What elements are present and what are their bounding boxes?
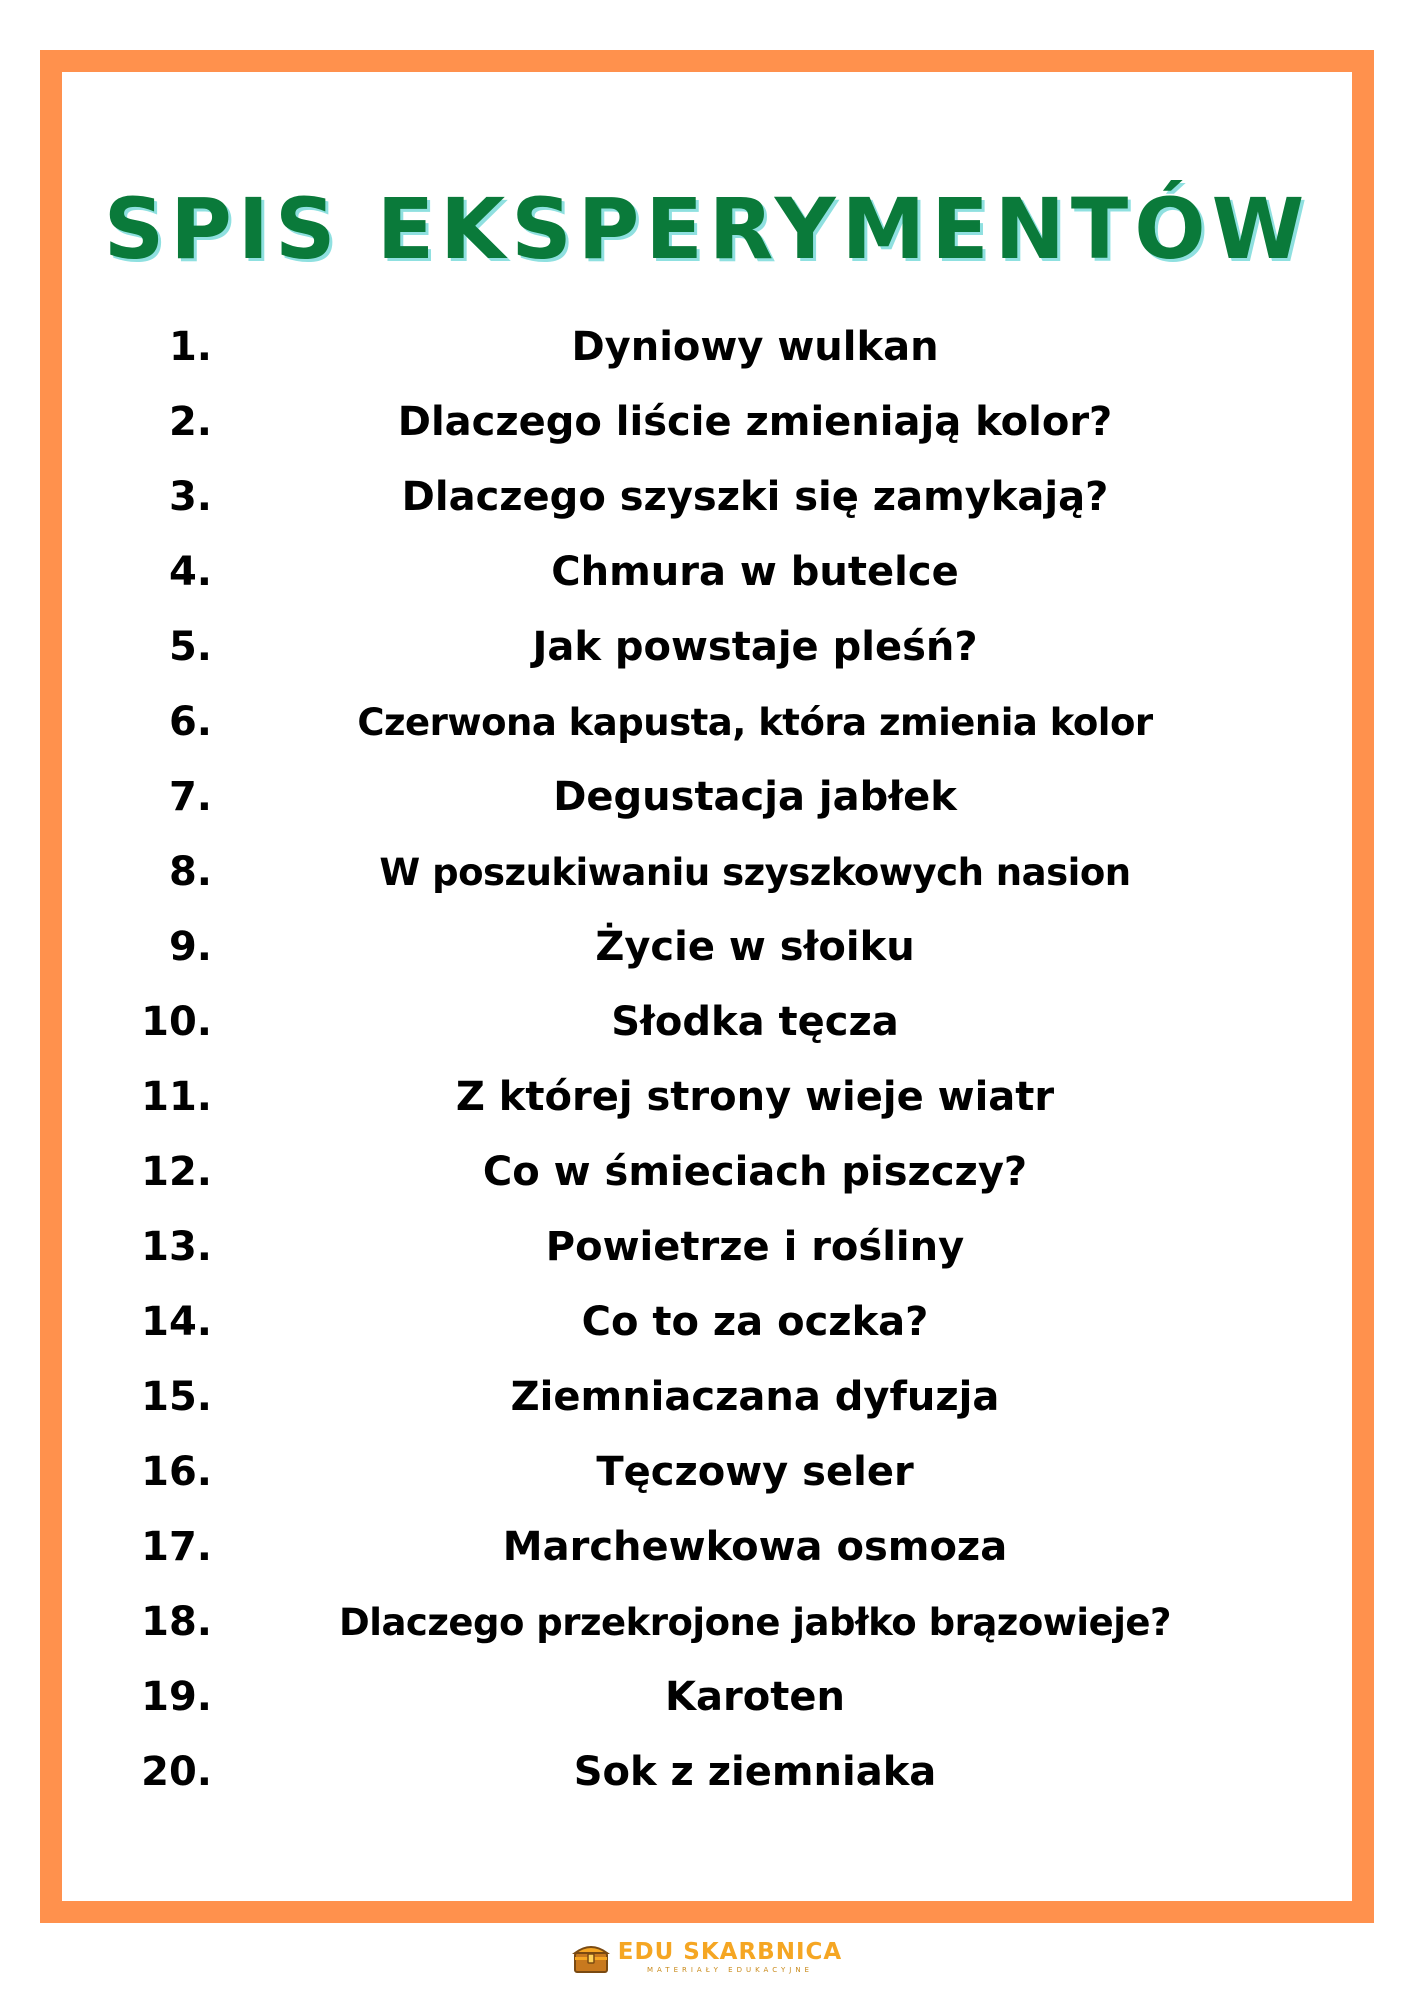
item-number: 10.	[141, 999, 212, 1045]
item-label: Dlaczego szyszki się zamykają?	[401, 474, 1109, 520]
brand-tagline: MATERIAŁY EDUKACYJNE	[647, 1965, 813, 1974]
item-label: Dlaczego liście zmieniają kolor?	[397, 399, 1113, 445]
list-item	[0, 610, 1414, 685]
item-label: Słodka tęcza	[611, 999, 899, 1045]
item-label: Karoten	[665, 1674, 845, 1720]
brand-name: EDU SKARBNICA	[617, 1938, 843, 1965]
list-item	[0, 685, 1414, 760]
footer	[0, 1935, 1414, 1979]
item-number: 5.	[168, 624, 212, 670]
list-item	[0, 835, 1414, 910]
item-number: 3.	[168, 474, 212, 520]
item-label: Tęczowy seler	[596, 1449, 914, 1495]
item-number: 9.	[168, 924, 212, 970]
item-number: 20.	[141, 1749, 212, 1795]
list-item	[0, 985, 1414, 1060]
item-number: 17.	[141, 1524, 212, 1570]
item-label: Czerwona kapusta, która zmienia kolor	[357, 701, 1153, 744]
item-label: Co to za oczka?	[581, 1299, 929, 1345]
item-label: Z której strony wieje wiatr	[455, 1074, 1055, 1120]
page-title: SPIS EKSPERYMENTÓW	[103, 180, 1311, 279]
item-label: Ziemniaczana dyfuzja	[510, 1374, 1000, 1420]
item-number: 16.	[141, 1449, 212, 1495]
list-item	[0, 1060, 1414, 1135]
item-number: 6.	[168, 699, 212, 745]
list-item	[0, 1660, 1414, 1735]
list-item	[0, 1735, 1414, 1810]
list-item	[0, 310, 1414, 385]
item-label: Dlaczego przekrojone jabłko brązowieje?	[339, 1601, 1171, 1644]
item-number: 13.	[141, 1224, 212, 1270]
item-number: 18.	[141, 1599, 212, 1645]
list-item	[0, 1135, 1414, 1210]
item-label: Co w śmieciach piszczy?	[482, 1149, 1028, 1195]
item-label: Życie w słoiku	[595, 924, 915, 970]
item-number: 1.	[168, 324, 212, 370]
item-label: W poszukiwaniu szyszkowych nasion	[379, 851, 1131, 894]
list-item	[0, 1585, 1414, 1660]
item-number: 4.	[168, 549, 212, 595]
item-number: 2.	[168, 399, 212, 445]
item-label: Chmura w butelce	[551, 549, 959, 595]
item-number: 11.	[141, 1074, 212, 1120]
edu-skarbnica-logo	[572, 1940, 842, 1974]
item-label: Dyniowy wulkan	[571, 324, 939, 370]
item-number: 8.	[168, 849, 212, 895]
item-label: Powietrze i rośliny	[545, 1224, 965, 1270]
item-number: 15.	[141, 1374, 212, 1420]
list-item	[0, 385, 1414, 460]
list-item	[0, 535, 1414, 610]
item-number: 19.	[141, 1674, 212, 1720]
list-item	[0, 1360, 1414, 1435]
item-number: 12.	[141, 1149, 212, 1195]
list-item	[0, 910, 1414, 985]
list-item	[0, 1210, 1414, 1285]
item-label: Sok z ziemniaka	[573, 1749, 937, 1795]
list-item	[0, 1510, 1414, 1585]
list-item	[0, 1285, 1414, 1360]
item-number: 14.	[141, 1299, 212, 1345]
item-label: Marchewkowa osmoza	[502, 1524, 1008, 1570]
list-item	[0, 760, 1414, 835]
item-label: Degustacja jabłek	[553, 774, 957, 820]
list-item	[0, 460, 1414, 535]
item-label: Jak powstaje pleśń?	[532, 624, 978, 670]
item-number: 7.	[168, 774, 212, 820]
experiment-list	[0, 310, 1414, 1810]
treasure-chest-icon	[572, 1940, 610, 1974]
list-item	[0, 1435, 1414, 1510]
